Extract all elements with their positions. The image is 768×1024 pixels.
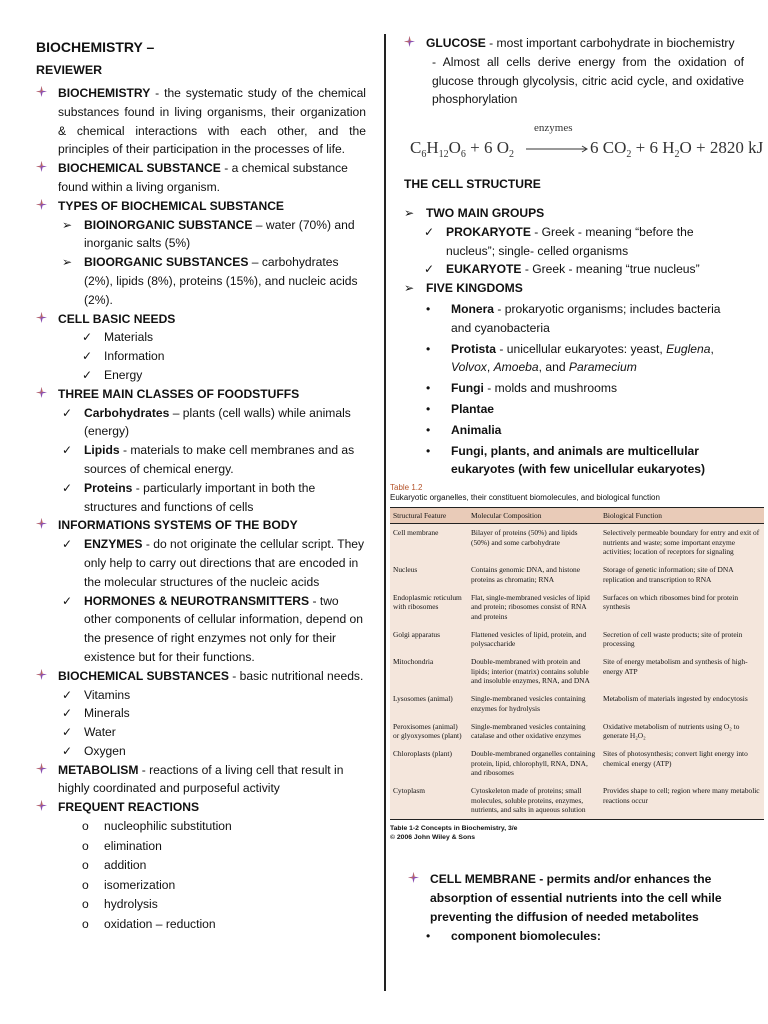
entry-cell-needs: CELL BASIC NEEDS — [36, 310, 366, 329]
circle-bullet-icon: o — [82, 917, 89, 932]
check-icon: ✓ — [424, 224, 435, 239]
entry-types: TYPES OF BIOCHEMICAL SUBSTANCE — [36, 197, 366, 216]
organelles-table — [390, 507, 764, 820]
entry-frequent-reactions: FREQUENT REACTIONS — [36, 798, 366, 817]
small-dot-icon: • — [426, 301, 431, 316]
entry-nutritional-needs: BIOCHEMICAL SUBSTANCES - basic nutritional needs. — [36, 667, 366, 686]
table-cell: Cytoplasm — [390, 782, 468, 819]
table-cell: Site of energy metabolism and synthesis of high-energy ATP — [600, 653, 764, 690]
reaction-item: o isomerization — [36, 876, 366, 896]
type-bioinorganic: ➢ BIOINORGANIC SUBSTANCE – water (70%) and inorganic salts (5%) — [62, 217, 355, 251]
check-icon: ✓ — [82, 349, 93, 364]
glucose-equation — [408, 119, 764, 161]
kingdom-monera: • Monera - prokaryotic organisms; includes bacteria and cyanobacteria — [426, 301, 721, 335]
dart-bullet-icon — [36, 516, 54, 535]
bullet-icon: • — [426, 401, 431, 416]
dart-bullet-icon — [36, 667, 54, 686]
small-dot-icon: • — [426, 341, 431, 356]
column-divider — [384, 34, 386, 991]
dart-bullet-icon — [36, 761, 54, 780]
five-kingdoms: ➢ FIVE KINGDOMS — [404, 279, 744, 298]
kingdom-fungi: • Fungi - molds and mushrooms — [404, 379, 744, 398]
table-cell: Oxidative metabolism of nutrients using O₂ to generate H₂O₂ — [600, 718, 764, 746]
nutrient-item: ✓ Oxygen — [36, 742, 366, 761]
dart-bullet-icon — [36, 798, 54, 817]
table-caption: Table 1-2 Concepts in Biochemistry, 3/e © 2006 John Wiley & Sons — [390, 825, 518, 842]
entry-metabolism: METABOLISM - reactions of a living cell that result in highly coordinated and purposeful activity — [36, 761, 366, 799]
entry-cell-membrane: CELL MEMBRANE - permits and/or enhances the absorption of essential nutrients into the cell while preventing the diffusion of needed metabolites — [404, 870, 744, 926]
table-cell: Chloroplasts (plant) — [390, 745, 468, 782]
circle-bullet-icon: o — [82, 897, 89, 912]
check-icon: ✓ — [62, 743, 73, 758]
arrow-bullet-icon: ➢ — [62, 217, 73, 232]
check-icon: ✓ — [82, 330, 93, 345]
check-icon: ✓ — [62, 537, 73, 552]
arrow-bullet-icon: ➢ — [404, 281, 415, 296]
right-column — [390, 34, 764, 947]
table-cell: Single-membraned vesicles containing enzymes for hydrolysis — [468, 690, 600, 718]
table-cell: Mitochondria — [390, 653, 468, 690]
membrane-components: • component biomolecules: — [404, 927, 744, 946]
table-cell: Double-membraned with protein and lipids; interior (matrix) contains soluble and insoluble enzymes, RNA, and DNA — [468, 653, 600, 690]
column-header: Structural Feature — [390, 508, 468, 524]
check-icon: ✓ — [62, 593, 73, 608]
table-row — [390, 589, 764, 626]
cell-need-item: ✓ Energy — [36, 366, 366, 385]
table-cell: Flattened vesicles of lipid, protein, and polysaccharide — [468, 626, 600, 654]
check-icon: ✓ — [62, 725, 73, 740]
cell-structure-heading: THE CELL STRUCTURE — [404, 177, 541, 192]
table-title: Eukaryotic organelles, their constituent biomolecules, and biological function — [390, 493, 660, 503]
cell-need-item: ✓ Materials — [36, 328, 366, 347]
glucose-note: - Almost all cells derive energy from the oxidation of glucose through glycolysis, citric acid cycle, and oxidative phosphorylation — [432, 54, 744, 107]
document-subtitle: REVIEWER — [36, 63, 103, 77]
table-cell: Sites of photosynthesis; convert light energy into chemical energy (ATP) — [600, 745, 764, 782]
column-header: Molecular Composition — [468, 508, 600, 524]
column-header: Biological Function — [600, 508, 764, 524]
foodstuff-proteins: ✓ Proteins - particularly important in both the structures and functions of cells — [62, 480, 316, 514]
equation-reactants: $C_6H_{12}O_6 + 6$ $O_2$ — [410, 138, 515, 161]
table-cell: Lysosomes (animal) — [390, 690, 468, 718]
dart-bullet-icon — [36, 385, 54, 404]
check-icon: ✓ — [62, 706, 73, 721]
bullet-icon: • — [426, 928, 431, 943]
cell-need-item: ✓ Information — [36, 347, 366, 366]
table-row — [390, 653, 764, 690]
table-row — [390, 718, 764, 746]
enzymes-label: enzymes — [534, 122, 573, 135]
table-label: Table 1.2 — [390, 483, 423, 493]
left-column — [36, 34, 366, 935]
table-row — [390, 782, 764, 819]
check-icon: ✓ — [62, 480, 73, 495]
foodstuff-carbohydrates: ✓ Carbohydrates – plants (cell walls) while animals (energy) — [62, 405, 351, 439]
table-cell: Secretion of cell waste products; site of protein processing — [600, 626, 764, 654]
bullet-icon: • — [426, 422, 431, 437]
kingdom-plantae: • Plantae — [404, 400, 744, 419]
dart-bullet-icon — [36, 310, 54, 329]
dart-bullet-icon — [404, 34, 422, 53]
reaction-item: o nucleophilic substitution — [36, 817, 366, 837]
reaction-item: o addition — [36, 856, 366, 876]
table-cell: Bilayer of proteins (50%) and lipids (50%) and some carbohydrate — [468, 524, 600, 561]
organelles-table-figure — [390, 483, 764, 842]
table-row — [390, 745, 764, 782]
dart-bullet-icon — [36, 84, 54, 103]
table-cell: Provides shape to cell; region where many metabolic reactions occur — [600, 782, 764, 819]
small-dot-icon: • — [426, 381, 431, 396]
reaction-item: o hydrolysis — [36, 895, 366, 915]
table-cell: Contains genomic DNA, and histone proteins as chromatin; RNA — [468, 561, 600, 589]
reaction-item: o oxidation – reduction — [36, 915, 366, 935]
table-cell: Single-membraned vesicles containing catalase and other oxidative enzymes — [468, 718, 600, 746]
group-eukaryote: ✓ EUKARYOTE - Greek - meaning “true nucleus” — [404, 260, 744, 279]
table-cell: Surfaces on which ribosomes bind for protein synthesis — [600, 589, 764, 626]
nutrient-item: ✓ Vitamins — [36, 686, 366, 705]
reaction-item: o elimination — [36, 837, 366, 857]
check-icon: ✓ — [62, 443, 73, 458]
table-cell: Golgi apparatus — [390, 626, 468, 654]
check-icon: ✓ — [62, 405, 73, 420]
nutrient-item: ✓ Water — [36, 723, 366, 742]
table-cell: Nucleus — [390, 561, 468, 589]
table-cell: Storage of genetic information; site of DNA replication and transcription to RNA — [600, 561, 764, 589]
dart-bullet-icon — [408, 870, 426, 889]
table-cell: Endoplasmic reticulum with ribosomes — [390, 589, 468, 626]
entry-foodstuffs: THREE MAIN CLASSES OF FOODSTUFFS — [36, 385, 366, 404]
entry-biochemical-substance: BIOCHEMICAL SUBSTANCE - a chemical substance found within a living organism. — [36, 159, 366, 197]
table-row — [390, 561, 764, 589]
arrow-bullet-icon: ➢ — [404, 205, 415, 220]
foodstuff-lipids: ✓ Lipids - materials to make cell membranes and as sources of chemical energy. — [62, 443, 355, 476]
table-cell: Double-membraned organelles containing protein, lipid, chlorophyll, RNA, DNA, and ribosomes — [468, 745, 600, 782]
equation-products: 6 $CO_2 + 6$ $H_2O + 2820$ kJ — [590, 138, 764, 161]
circle-bullet-icon: o — [82, 877, 89, 892]
group-prokaryote: ✓ PROKARYOTE - Greek - meaning “before the nucleus”; single- celled organisms — [424, 224, 694, 258]
entry-glucose: GLUCOSE - most important carbohydrate in biochemistry — [404, 34, 744, 53]
two-main-groups: ➢ TWO MAIN GROUPS — [404, 204, 744, 223]
document-title: BIOCHEMISTRY – — [36, 39, 155, 55]
kingdom-protista: • Protista - unicellular eukaryotes: yeast, Euglena, Volvox, Amoeba, and Paramecium — [426, 341, 714, 375]
check-icon: ✓ — [82, 367, 93, 382]
type-bioorganic: ➢ BIOORGANIC SUBSTANCES – carbohydrates (2%), lipids (8%), proteins (15%), and nucleic acids (2%). — [62, 255, 358, 307]
check-icon: ✓ — [424, 262, 435, 277]
table-cell: Selectively permeable boundary for entry and exit of nutrients and waste; some important enzyme activities; location of receptors for signaling — [600, 524, 764, 561]
table-cell: Cell membrane — [390, 524, 468, 561]
arrow-bullet-icon: ➢ — [62, 255, 73, 270]
entry-information-systems: INFORMATIONS SYSTEMS OF THE BODY — [36, 516, 366, 535]
table-cell: Flat, single-membraned vesicles of lipid and protein; ribosomes consist of RNA and proteins — [468, 589, 600, 626]
nutrient-item: ✓ Minerals — [36, 704, 366, 723]
multicellular-note: • Fungi, plants, and animals are multicellular eukaryotes (with few unicellular eukaryotes) — [426, 443, 706, 477]
circle-bullet-icon: o — [82, 838, 89, 853]
equation-graphic — [408, 119, 764, 161]
dart-bullet-icon — [36, 159, 54, 178]
kingdom-animalia: • Animalia — [404, 421, 744, 440]
table-cell: Cytoskeleton made of proteins; small molecules, soluble proteins, enzymes, nutrients, and salts in aqueous solution — [468, 782, 600, 819]
table-cell: Metabolism of materials ingested by endocytosis — [600, 690, 764, 718]
info-hormones: ✓ HORMONES & NEUROTRANSMITTERS - two other components of cellular information, depend on the presence of right enzymes not only for their existence but for their functions. — [62, 593, 364, 664]
info-enzymes: ✓ ENZYMES - do not originate the cellular script. They only help to carry out directions that are encoded in the molecular structures of the nucleic acids — [62, 537, 365, 589]
table-row — [390, 626, 764, 654]
circle-bullet-icon: o — [82, 858, 89, 873]
dart-bullet-icon — [36, 197, 54, 216]
circle-bullet-icon: o — [82, 819, 89, 834]
table-row — [390, 524, 764, 561]
table-cell: Peroxisomes (animal) or glyoxysomes (plant) — [390, 718, 468, 746]
bullet-icon: • — [426, 443, 431, 458]
table-row — [390, 690, 764, 718]
table-header-row — [390, 508, 764, 524]
check-icon: ✓ — [62, 687, 73, 702]
entry-biochemistry: BIOCHEMISTRY - the systematic study of the chemical substances found in living organisms, their organization & chemical interactions with each other, and the principles of their participation in the processes of life. — [36, 84, 366, 159]
